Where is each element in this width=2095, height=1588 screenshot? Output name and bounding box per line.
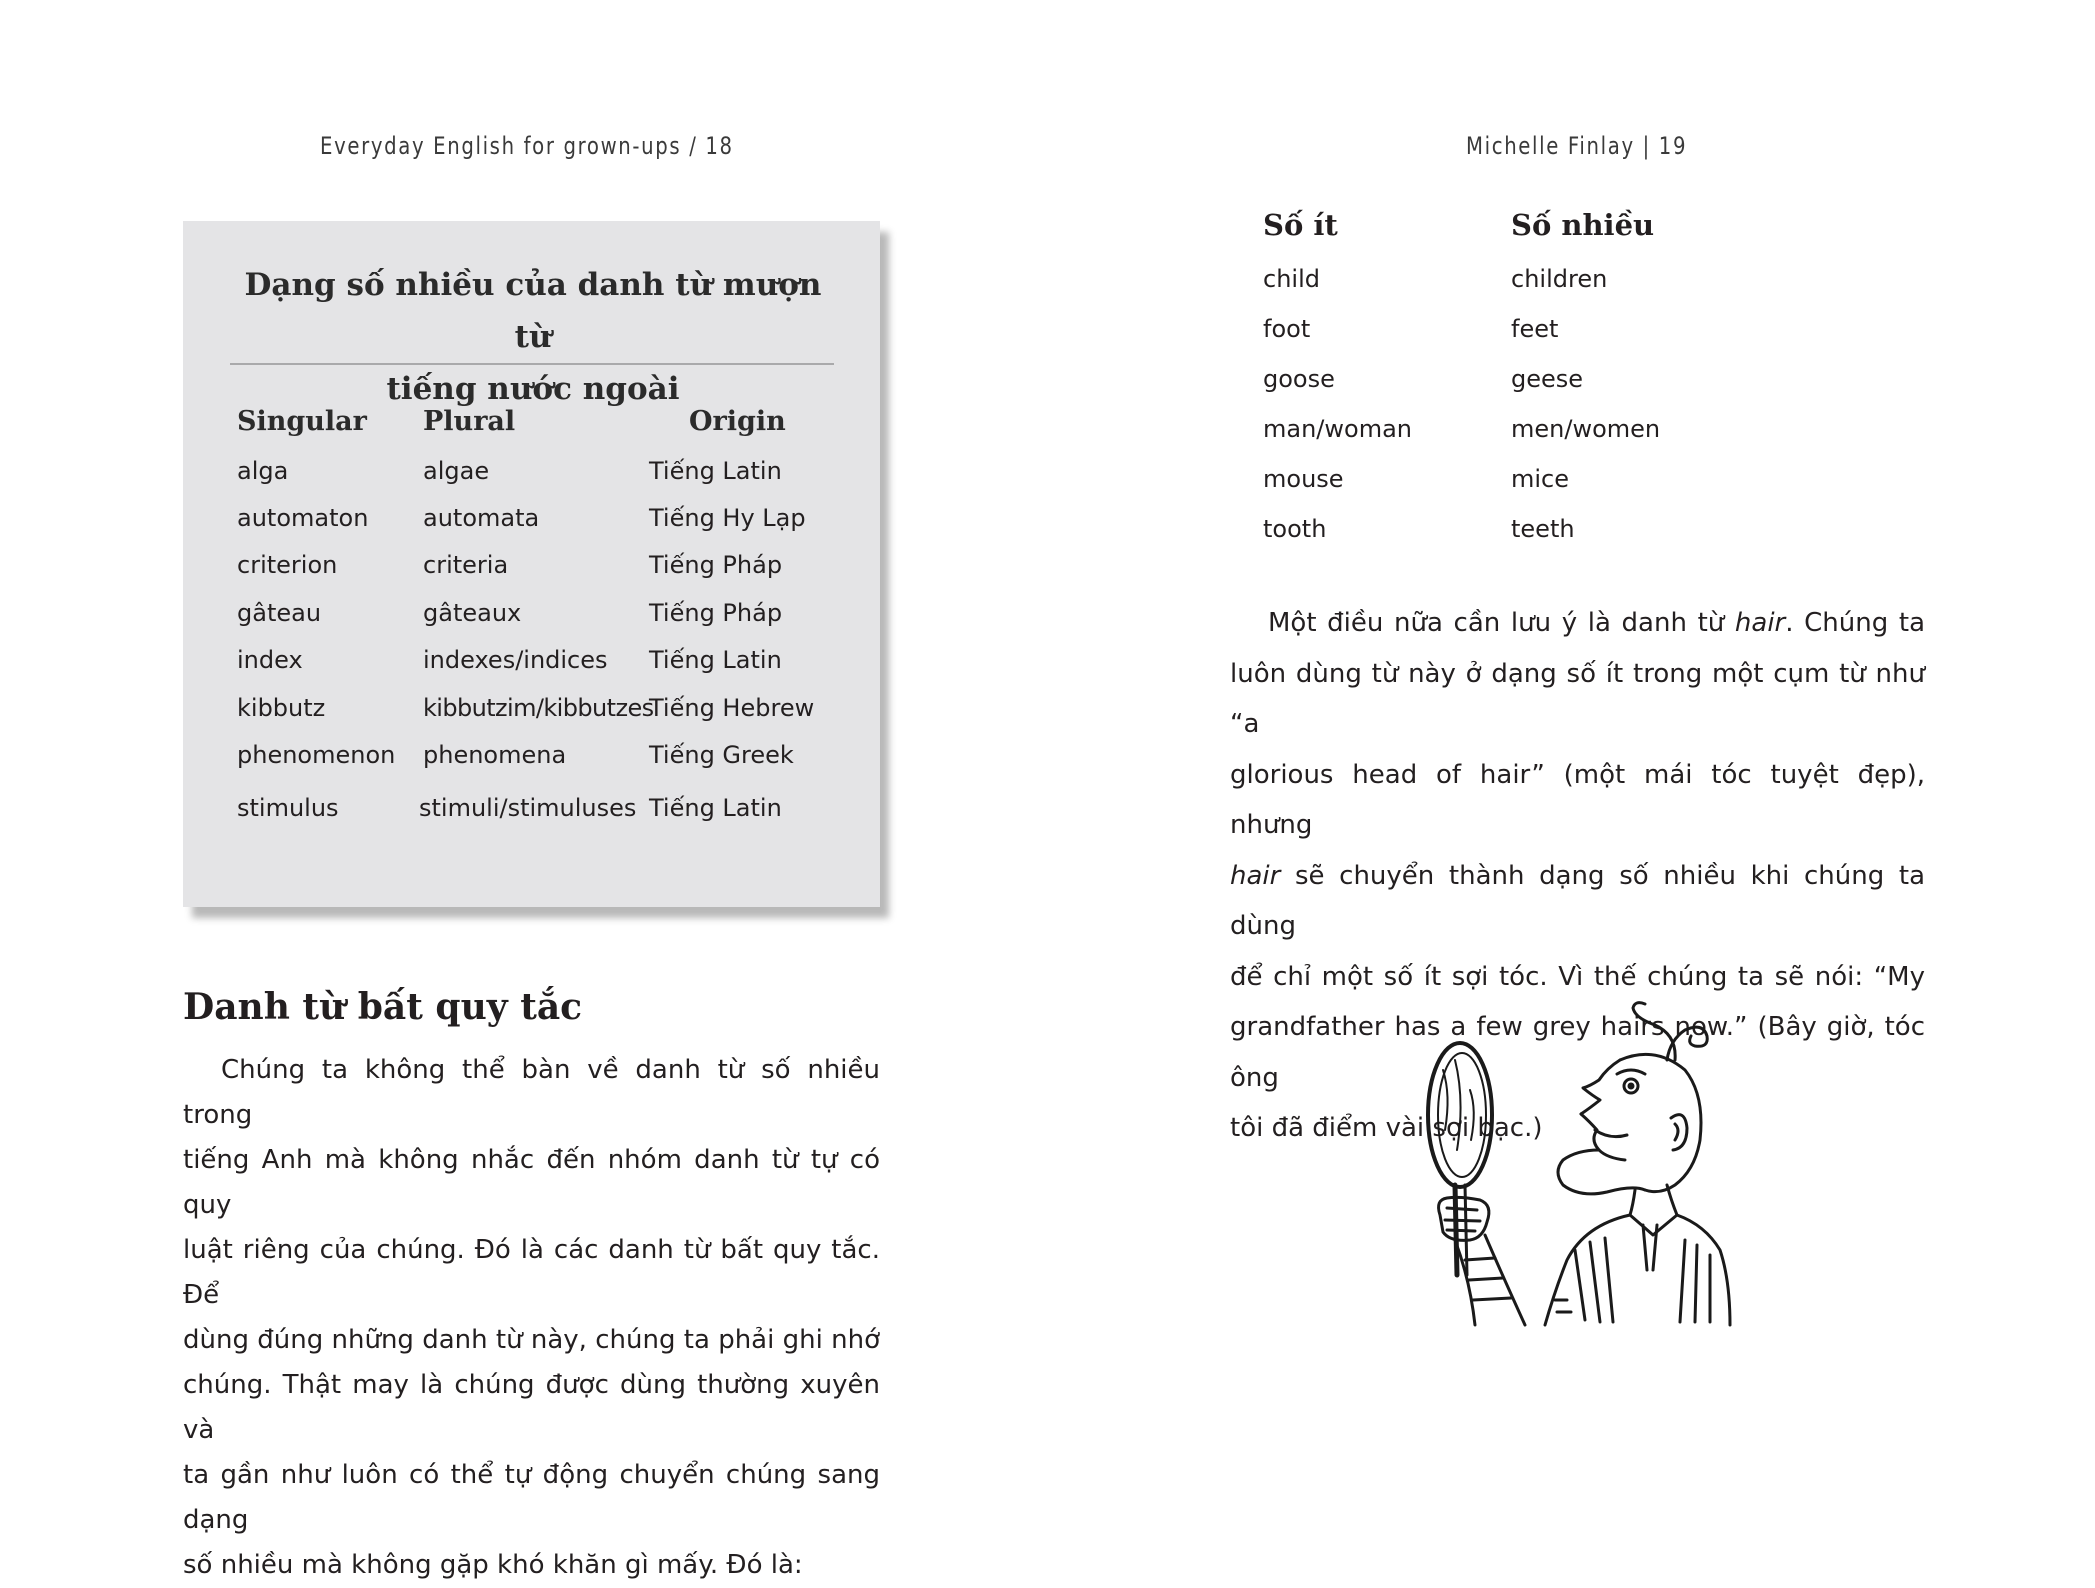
table-cell: child	[1263, 265, 1320, 293]
paragraph-line: luôn dùng từ này ở dạng số ít trong một cụm từ như “a	[1230, 658, 1925, 739]
table-cell: mice	[1511, 465, 1570, 493]
man-with-mirror-icon	[1385, 1000, 1775, 1340]
table-cell: Tiếng Pháp	[649, 551, 783, 579]
table-cell: automata	[423, 504, 540, 532]
table-cell: gâteau	[237, 599, 322, 627]
table-cell: criterion	[237, 551, 338, 579]
table-cell: Tiếng Greek	[649, 741, 794, 769]
table-cell: teeth	[1511, 515, 1575, 543]
foreign-plurals-table	[183, 221, 880, 907]
body-paragraph-left	[183, 1048, 880, 1588]
text-run: Một điều nữa cần lưu ý là danh từ	[1268, 608, 1735, 638]
table-cell: geese	[1511, 365, 1584, 393]
table-cell: indexes/indices	[423, 646, 608, 674]
paragraph-line: dùng đúng những danh từ này, chúng ta phải ghi nhớ	[183, 1325, 880, 1355]
table-cell: gâteaux	[423, 599, 522, 627]
table-cell: Tiếng Latin	[649, 794, 782, 822]
table-cell: stimuli/stimuluses	[419, 794, 637, 822]
table-cell: stimulus	[237, 794, 339, 822]
table-cell: foot	[1263, 315, 1311, 343]
table-cell: kibbutzim/kibbutzes	[423, 694, 654, 722]
paragraph-line: để chỉ một số ít sợi tóc. Vì thế chúng ta sẽ nói: “My	[1230, 961, 1925, 992]
foreign-plurals-box	[183, 221, 880, 907]
table-cell: Tiếng Hy Lạp	[649, 504, 806, 532]
table-cell: alga	[237, 457, 289, 485]
table-cell: criteria	[423, 551, 509, 579]
table-cell: Tiếng Latin	[649, 646, 782, 674]
paragraph-line: Chúng ta không thể bàn về danh từ số nhiều trong	[183, 1055, 880, 1130]
table-cell: kibbutz	[237, 694, 326, 722]
table-cell: tooth	[1263, 515, 1327, 543]
box-title-line-2: tiếng nước ngoài	[386, 371, 680, 407]
text-run: sẽ chuyển thành dạng số nhiều khi chúng ta dùng	[1230, 860, 1925, 941]
table-cell: phenomena	[423, 741, 567, 769]
paragraph-line	[1230, 598, 1925, 649]
paragraph-line: tôi đã điểm vài sợi bạc.)	[1230, 1113, 1543, 1143]
col-header-plural: Plural	[423, 406, 516, 437]
running-head-left: Everyday English for grown-ups / 18	[320, 132, 734, 160]
table-cell: Tiếng Latin	[649, 457, 782, 485]
table-cell: goose	[1263, 365, 1335, 393]
col-header-origin: Origin	[689, 406, 786, 437]
emphasis-hair: hair	[1230, 860, 1281, 891]
table-cell: algae	[423, 457, 490, 485]
table-cell: Tiếng Pháp	[649, 599, 783, 627]
table-cell: phenomenon	[237, 741, 396, 769]
paragraph-line: luật riêng của chúng. Đó là các danh từ bất quy tắc. Để	[183, 1235, 880, 1310]
table-cell: men/women	[1511, 415, 1661, 443]
paragraph-line: số nhiều mà không gặp khó khăn gì mấy. Đó là:	[183, 1550, 803, 1580]
paragraph-line: grandfather has a few grey hairs now.” (Bây giờ, tóc ông	[1230, 1012, 1925, 1093]
running-head-right: Michelle Finlay | 19	[1466, 132, 1688, 160]
emphasis-hair: hair	[1734, 608, 1786, 638]
paragraph-line: tiếng Anh mà không nhắc đến nhóm danh từ tự có quy	[183, 1145, 880, 1220]
table-cell: Tiếng Hebrew	[649, 694, 815, 722]
paragraph-line	[1230, 851, 1925, 952]
table-cell: children	[1511, 265, 1608, 293]
table-cell: index	[237, 646, 303, 674]
section-heading: Danh từ bất quy tắc	[183, 986, 583, 1028]
table-cell: man/woman	[1263, 415, 1412, 443]
paragraph-line: glorious head of hair” (một mái tóc tuyệt đẹp), nhưng	[1230, 759, 1925, 840]
col-header-plural: Số nhiều	[1511, 208, 1655, 242]
col-header-singular: Số ít	[1263, 208, 1338, 242]
box-title-line-1: Dạng số nhiều của danh từ mượn từ	[244, 267, 822, 355]
text-run: . Chúng ta	[1785, 608, 1926, 638]
col-header-singular: Singular	[237, 406, 367, 437]
table-cell: automaton	[237, 504, 369, 532]
table-cell: mouse	[1263, 465, 1344, 493]
paragraph-line: chúng. Thật may là chúng được dùng thường xuyên và	[183, 1370, 880, 1445]
paragraph-line: ta gần như luôn có thể tự động chuyển chúng sang dạng	[183, 1460, 880, 1535]
table-cell: feet	[1511, 315, 1559, 343]
